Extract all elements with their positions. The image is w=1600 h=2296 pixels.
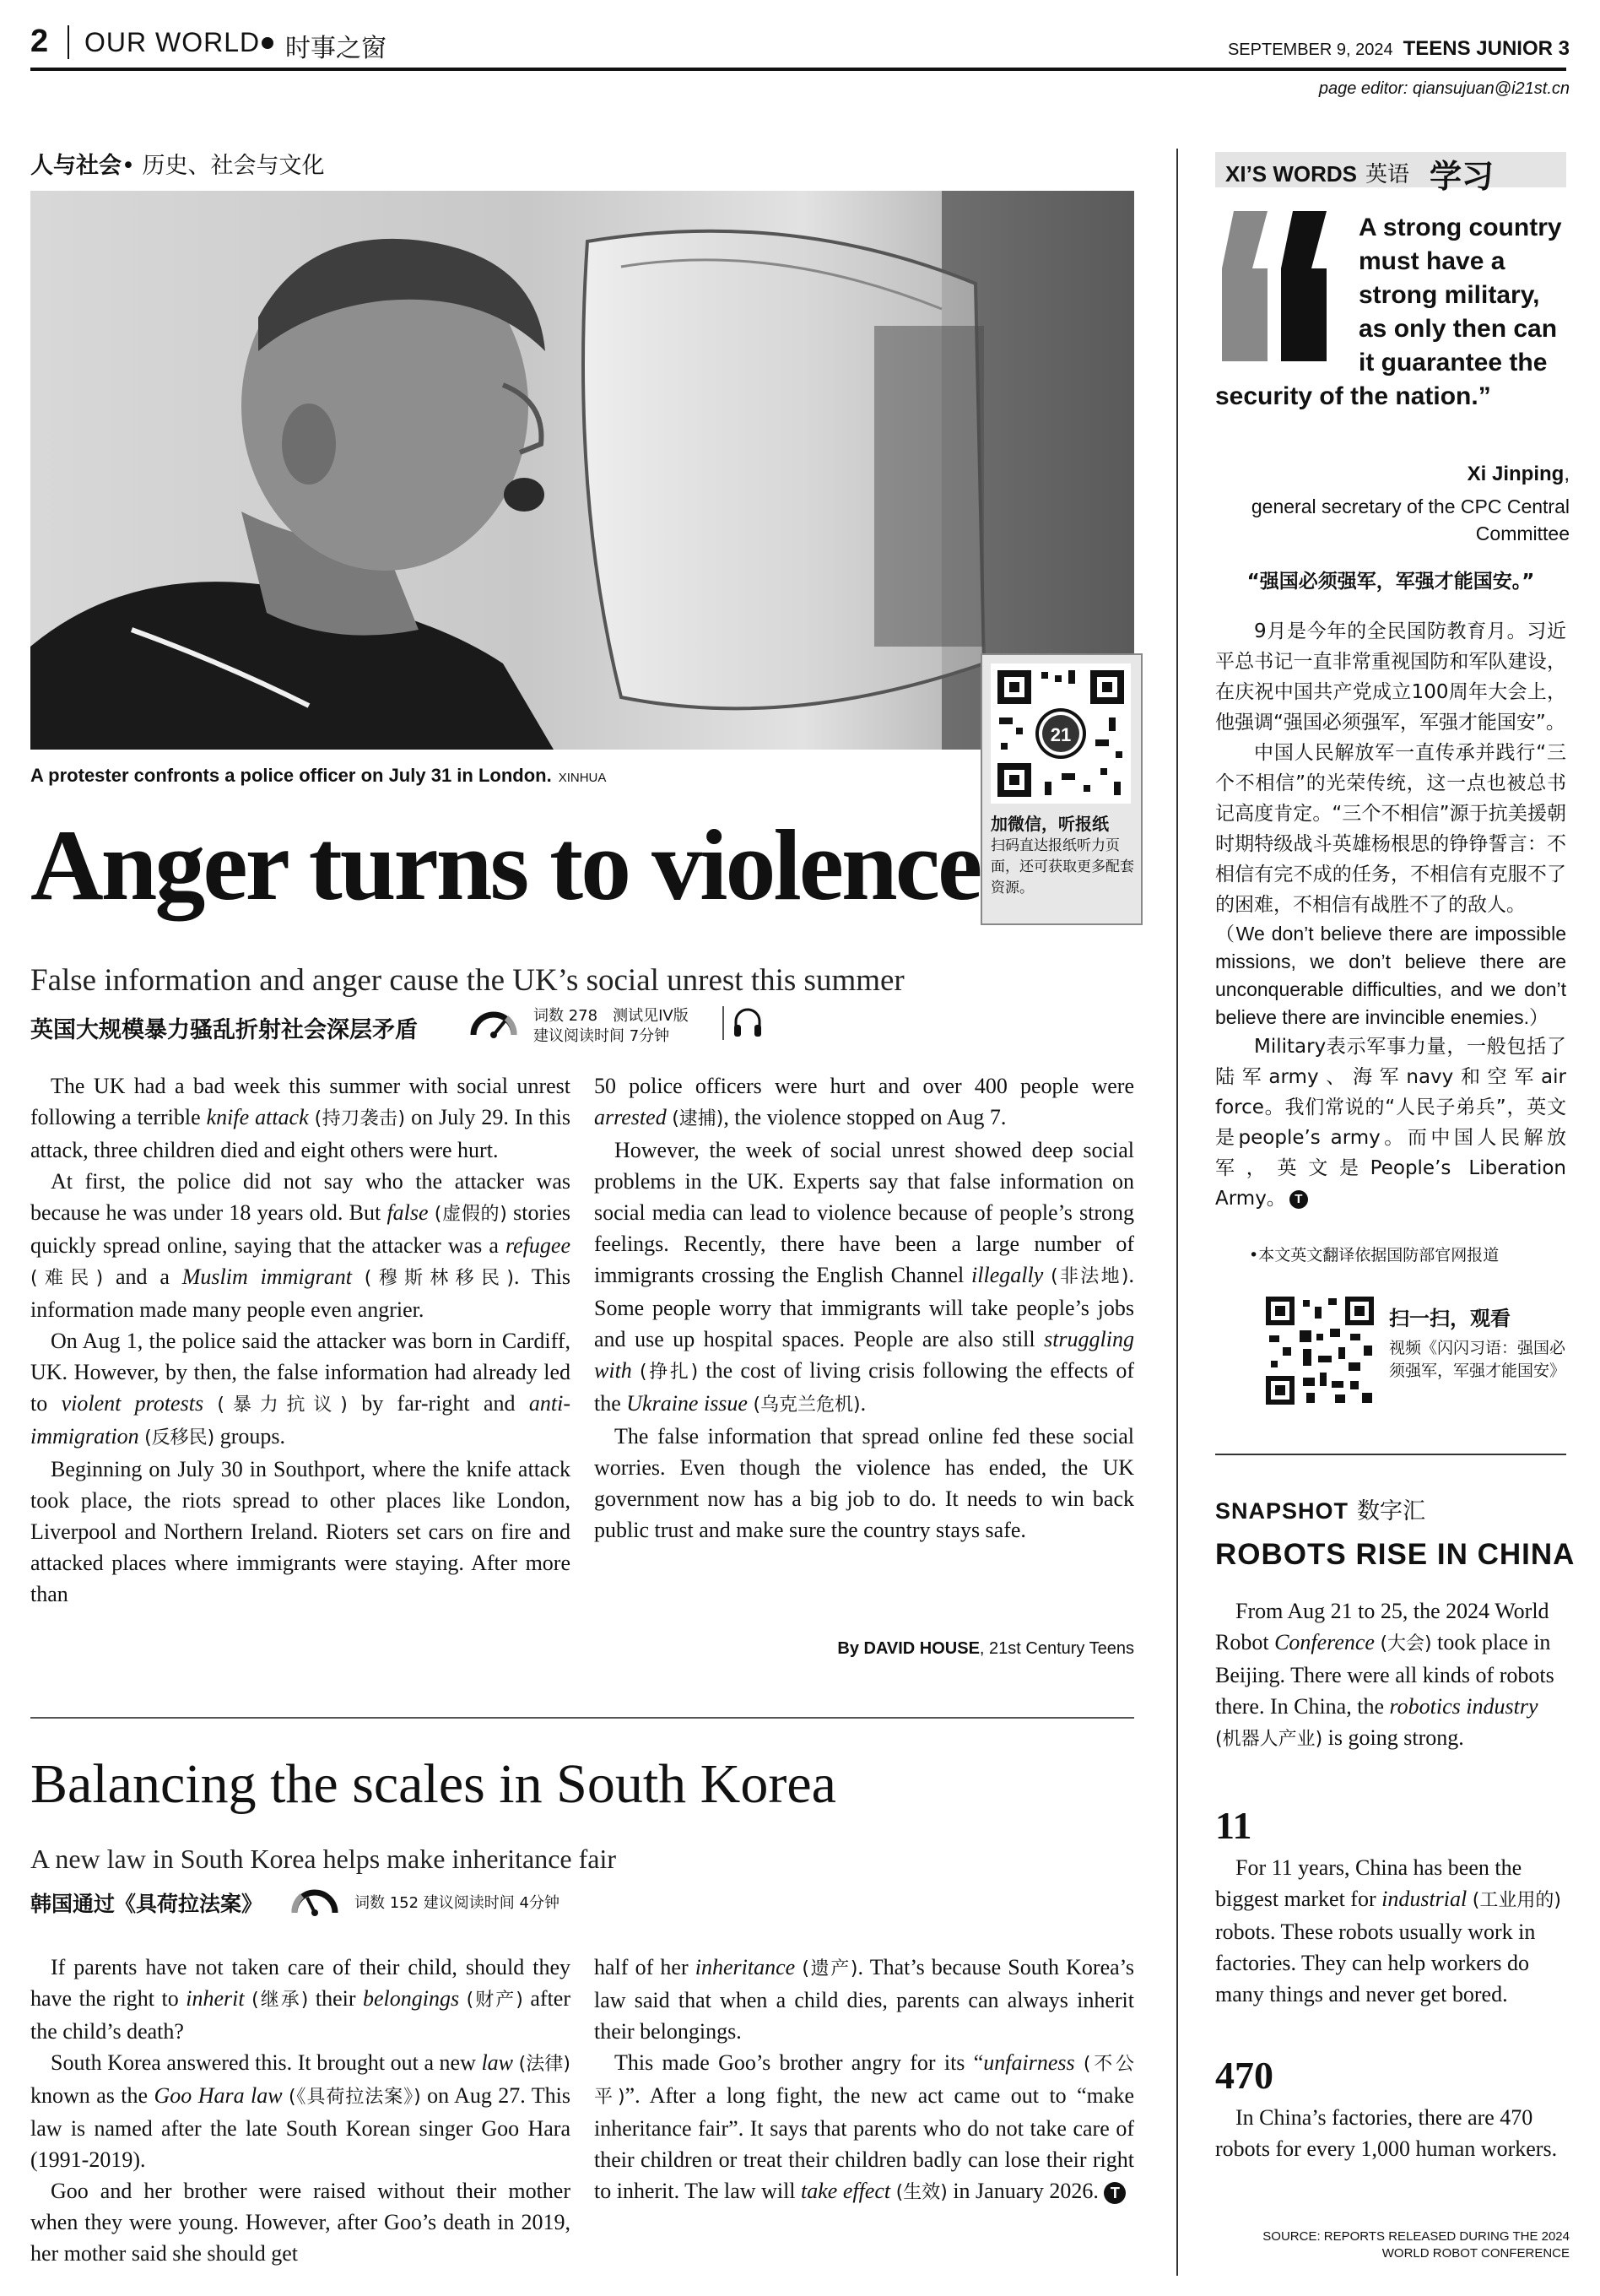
paragraph: If parents have not taken care of their child, should they have the right to inherit (继承) their belongings (财产) after the child’s death? [30, 1955, 570, 2044]
reading-gauge-icon [469, 1006, 518, 1038]
article2-deck-zh: 韩国通过《具荷拉法案》 [30, 1892, 263, 1916]
section-title-zh: 时事之窗 [285, 34, 386, 63]
reading-gauge-icon [290, 1884, 339, 1916]
xi-title: general secretary of the CPC Central Committee [1251, 495, 1570, 544]
qr-logo: 21 [1050, 724, 1072, 745]
xi-explanation [1215, 616, 1566, 1214]
xi-words-zh: 英语 [1365, 162, 1410, 187]
photo-caption [30, 765, 606, 787]
paragraph-zh-text: Military表示军事力量，一般包括了陆军army、海军navy和空军air force。我们常说的“人民子弟兵”，英文是people’s army。而中国人民解放军，英文是People’s Liberation Army。 [1215, 1036, 1566, 1210]
paragraph: Beginning on July 30 in Southport, where the knife attack took place, the riots spread to other places like London, Liverpool and Northern Ireland. Rioters set cars on fire and attacked places where immigrants were staying. After more than [30, 1457, 570, 1606]
translation-source: •本文英文翻译依据国防部官网报道 [1249, 1246, 1500, 1264]
paragraph: The false information that spread online fed these social worries. Even though the violence has ended, the UK government now has a big job to do. It needs to win back public trust and make sure the country stays safe. [594, 1424, 1134, 1542]
paragraph: In China’s factories, there are 470 robots for every 1,000 human workers. [1215, 2105, 1558, 2161]
masthead-rule [30, 68, 1566, 71]
paragraph: This made Goo’s brother angry for its “unfairness (不公平)”. After a long fight, the new act came out to “make inheritance fair”. It says that parents who do not take care of their children or treat their children badly can lose their right to inherit. The law will take effect (生效) in January 2026. T [594, 2050, 1134, 2203]
stat-number: 470 [1215, 2054, 1273, 2097]
snapshot-label [1215, 1492, 1425, 1525]
paragraph-zh [1215, 1032, 1566, 1214]
video-qr-description: 视频《闪闪习语：强国必须强军，军强才能国安》 [1389, 1339, 1566, 1380]
article2-body-column-1 [30, 1952, 570, 2269]
issue-date [1228, 37, 1570, 61]
paragraph: The UK had a bad week this summer with social unrest following a terrible knife attack (持刀袭击) on July 29. In this attack, three children died and eight others were hurt. [30, 1074, 570, 1162]
section-kicker [30, 147, 325, 180]
snapshot-label-zh: 数字汇 [1357, 1498, 1426, 1524]
byline-name: By DAVID HOUSE [837, 1639, 980, 1658]
reading-time: 建议阅读时间 7分钟 [533, 1027, 670, 1045]
video-qr-code[interactable] [1266, 1297, 1374, 1405]
section-title: OUR WORLD [84, 27, 261, 57]
paragraph: half of her inheritance (遗产). That’s because South Korea’s law said that when a child dies, parents can always inherit their belongings. [594, 1955, 1134, 2044]
paragraph: Goo and her brother were raised without their mother when they were young. However, after Goo’s death in 2019, her mother said she should get [30, 2179, 570, 2266]
snapshot-source: SOURCE: REPORTS RELEASED DURING THE 2024 WORLD ROBOT CONFERENCE [1262, 2229, 1570, 2261]
section-dot-icon [262, 37, 273, 49]
qr-title: 加微信，听报纸 [991, 814, 1109, 834]
paragraph: 50 police officers were hurt and over 400 people were arrested (逮捕), the violence stopped on Aug 7. [594, 1074, 1134, 1129]
headphone-icon[interactable] [732, 1004, 763, 1038]
paragraph-zh: 9月是今年的全民国防教育月。习近平总书记一直非常重视国防和军队建设，在庆祝中国共产党成立100周年大会上，他强调“强国必须强军，军强才能国安”。 [1215, 620, 1566, 734]
byline [837, 1639, 1134, 1659]
article-deck: False information and anger cause the UK’s social unrest this summer [30, 963, 905, 998]
qr-code-icon [991, 663, 1131, 804]
byline-org: , 21st Century Teens [979, 1639, 1134, 1658]
stat-description [1215, 2102, 1566, 2164]
article-headline: Anger turns to violence [30, 809, 981, 921]
article2-headline: Balancing the scales in South Korea [30, 1753, 836, 1815]
paragraph: On Aug 1, the police said the attacker was born in Cardiff, UK. However, by then, the false information had already led to violent protests (暴力抗议) by far-right and anti-immigration (反移民) groups. [30, 1329, 570, 1449]
paragraph-zh: 中国人民解放军一直传承并践行“三个不相信”的光荣传统，这一点也被总书记高度肯定。“三个不相信”源于抗美援朝时期特级战斗英雄杨根思的铮铮誓言：不相信有完不成的任务，不相信有克服不了的困难，不相信有战胜不了的敌人。 [1215, 742, 1566, 916]
end-mark-icon: T [1104, 2182, 1126, 2204]
caption-text: A protester confronts a police officer on July 31 in London. [30, 765, 552, 786]
stat-number: 11 [1215, 1804, 1252, 1847]
article-body-column-1 [30, 1070, 570, 1610]
date-text: SEPTEMBER 9, 2024 [1227, 41, 1393, 59]
kicker-sub: • 历史、社会与文化 [122, 153, 325, 179]
xi-quote [1215, 211, 1568, 414]
xi-quote-zh: “强国必须强军，军强才能国安。” [1246, 571, 1535, 593]
video-qr-title: 扫一扫，观看 [1389, 1307, 1511, 1330]
snapshot-title: ROBOTS RISE IN CHINA [1215, 1538, 1576, 1571]
quote-spacer [1215, 211, 1359, 363]
xi-name: Xi Jinping, [1467, 463, 1570, 485]
xi-words-title: XI’S WORDS [1225, 161, 1358, 187]
qr-code[interactable] [991, 663, 1131, 804]
article-deck-zh: 英国大规模暴力骚乱折射社会深层矛盾 [30, 1017, 418, 1043]
article2-stats: 词数 152 建议阅读时间 4分钟 [354, 1894, 559, 1912]
page-editor: page editor: qiansujuan@i21st.cn [1318, 79, 1570, 98]
paragraph: For 11 years, China has been the biggest market for industrial (工业用的) robots. These robots usually work in factories. They can help workers do many things and never get bored. [1215, 1855, 1561, 2006]
stat-description [1215, 1852, 1566, 2010]
article2-deck: A new law in South Korea helps make inheritance fair [30, 1844, 616, 1874]
word-count: 词数 278 测试见IV版 [533, 1007, 689, 1025]
publication-name: TEENS JUNIOR 3 [1403, 37, 1570, 60]
paragraph: However, the week of social unrest showed deep social problems in the UK. Experts say that false information on social media can lead to violence because of people’s strong feelings. Recently, there have been a large number of immigrants crossing the English Channel illegally (非法地). Some people worry that immigrants will take people’s jobs and use up hospital spaces. People are also still struggling with (挣扎) the cost of living crisis following the effects of the Ukraine issue (乌克兰危机). [594, 1138, 1135, 1416]
qr-description: 扫码直达报纸听力页面，还可获取更多配套资源。 [991, 837, 1134, 896]
xi-quote-text: A strong country must have a strong military, as only then can it guarantee the security of the nation.” [1215, 214, 1562, 410]
snapshot-rule [1215, 1454, 1566, 1455]
xuexi-seal: 学习 [1430, 157, 1495, 195]
photo-credit: XINHUA [558, 771, 607, 785]
page-number: 2 [30, 24, 49, 59]
paragraph: At first, the police did not say who the attacker was because he was under 18 years old. But false (虚假的) stories quickly spread online, saying that the attacker was a refugee (难民) and a Muslim immigrant (穆斯林移民). This information made many people even angrier. [30, 1169, 571, 1322]
article-divider [30, 1717, 1134, 1719]
article2-body-column-2 [594, 1952, 1134, 2208]
end-mark-icon: T [1289, 1190, 1308, 1209]
xi-words-label [1225, 157, 1409, 188]
paragraph-en: （We don’t believe there are impossible missions, we don’t believe there are unconquerable difficulties, and we don’t believe there are invincible enemies.） [1215, 923, 1566, 1028]
protester-photo-illustration [30, 191, 1134, 750]
paragraph: From Aug 21 to 25, the 2024 World Robot Conference (大会) took place in Beijing. There were all kinds of robots there. In China, the robotics industry (机器人产业) is going strong. [1215, 1599, 1554, 1750]
masthead-divider [68, 25, 69, 59]
article-stats [533, 1006, 689, 1047]
article-body-column-2 [594, 1070, 1134, 1546]
stats-divider [722, 1006, 724, 1040]
snapshot-intro [1215, 1595, 1566, 1755]
sidebar-rule [1176, 149, 1178, 2276]
qr-card [981, 653, 1143, 925]
kicker-main: 人与社会 [30, 153, 122, 179]
paragraph: South Korea answered this. It brought out a new law (法律) known as the Goo Hara law (《具荷拉法案》) on Aug 27. This law is named after the late South Korean singer Goo Hara (1991-2019). [30, 2050, 570, 2172]
snapshot-title-en: SNAPSHOT [1215, 1498, 1349, 1524]
speaker-name: Xi Jinping [1467, 463, 1565, 485]
